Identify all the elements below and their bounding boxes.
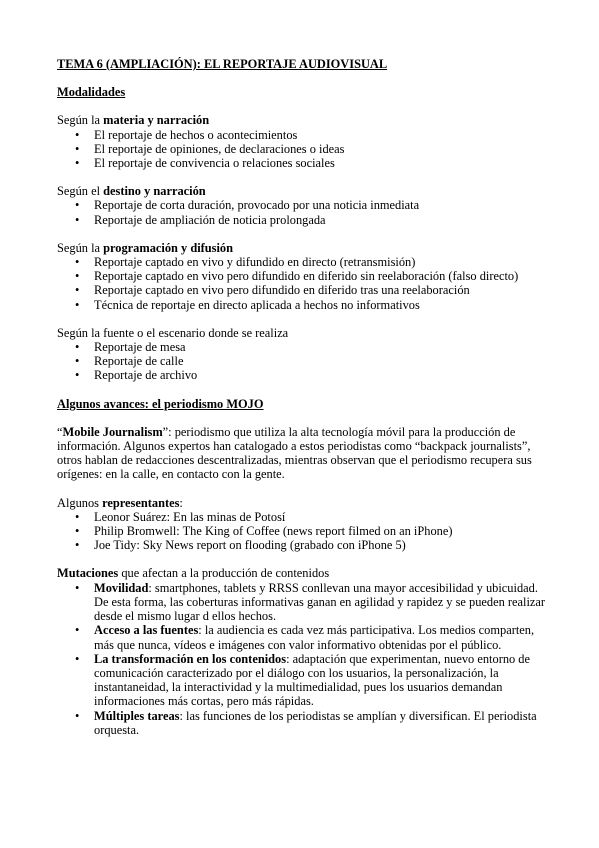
mutaciones-bold: Mutaciones <box>57 566 119 581</box>
bullet-list <box>57 198 547 226</box>
subsection-label-prefix: Según el <box>57 184 104 199</box>
representantes-label <box>57 496 547 510</box>
bullet-list <box>57 128 547 171</box>
list-item: • Philip Bromwell: The King of Coffee (news report filmed on an iPhone) <box>57 524 547 538</box>
list-item: • Reportaje de ampliación de noticia prolongada <box>57 213 547 227</box>
bullet-list <box>57 510 547 553</box>
subsection-label-prefix: Según la <box>57 240 104 255</box>
list-item <box>57 623 547 651</box>
representantes-bold: representantes <box>102 495 180 510</box>
list-item-text: : smartphones, tablets y RRSS conllevan una mayor accesibilidad y ubicuidad. De esta forma, las coberturas informativas ganan en agilidad y rapidez y se pueden realizar desde el mismo lugar d ellos hechos. <box>94 580 546 624</box>
mutaciones-label <box>57 566 547 580</box>
subsection-label <box>57 184 547 198</box>
subsection-label-bold: materia y narración <box>103 113 210 128</box>
list-item <box>57 652 547 709</box>
mojo-definition: ”: periodismo que utiliza la alta tecnología móvil para la producción de información. Algunos expertos han catalogado a estos periodistas como “backpack journalists”, otros hablan de redacciones descentralizadas, mientras observan que el periodismo recupera sus orígenes: en la calle, en contacto con la gente. <box>57 424 532 482</box>
list-item-term: Movilidad <box>94 580 149 595</box>
bullet-list <box>57 255 547 312</box>
list-item: • El reportaje de opiniones, de declaraciones o ideas <box>57 142 547 156</box>
subsection-label-prefix: Según la fuente o el escenario donde se realiza <box>57 325 289 340</box>
list-item-term: La transformación en los contenidos <box>94 651 287 666</box>
list-item: • Reportaje de corta duración, provocado por una noticia inmediata <box>57 198 547 212</box>
bullet-list <box>57 340 547 383</box>
open-quote: “ <box>57 424 63 439</box>
subsection-label-prefix: Según la <box>57 113 104 128</box>
list-item-term: Acceso a las fuentes <box>94 623 199 638</box>
list-item: • Reportaje de archivo <box>57 368 547 382</box>
list-item <box>57 709 547 737</box>
subsection-label <box>57 326 547 340</box>
subsection-label-bold: destino y narración <box>103 184 206 199</box>
list-item: • Reportaje captado en vivo y difundido en directo (retransmisión) <box>57 255 547 269</box>
list-item-text: : las funciones de los periodistas se amplían y diversifican. El periodista orquesta. <box>94 708 537 737</box>
subsection-label <box>57 241 547 255</box>
mojo-term: Mobile Journalism <box>62 424 163 439</box>
list-item: • Joe Tidy: Sky News report on flooding (grabado con iPhone 5) <box>57 538 547 552</box>
list-item: • Reportaje de calle <box>57 354 547 368</box>
list-item: • Reportaje captado en vivo pero difundido en diferido sin reelaboración (falso directo) <box>57 269 547 283</box>
mutaciones-rest: que afectan a la producción de contenidos <box>118 566 330 581</box>
bullet-list <box>57 581 547 737</box>
representantes-prefix: Algunos <box>57 495 103 510</box>
subsection-label <box>57 113 547 127</box>
section-heading-mojo: Algunos avances: el periodismo MOJO <box>57 396 264 411</box>
list-item: • Reportaje de mesa <box>57 340 547 354</box>
document-title: TEMA 6 (AMPLIACIÓN): EL REPORTAJE AUDIOVISUAL <box>57 57 388 71</box>
mojo-intro-paragraph <box>57 425 547 482</box>
document-body <box>57 57 547 751</box>
list-item: • Técnica de reportaje en directo aplicada a hechos no informativos <box>57 298 547 312</box>
subsection-label-bold: programación y difusión <box>103 240 234 255</box>
list-item: • El reportaje de convivencia o relaciones sociales <box>57 156 547 170</box>
list-item <box>57 581 547 624</box>
list-item: • Reportaje captado en vivo pero difundido en diferido tras una reelaboración <box>57 283 547 297</box>
representantes-suffix: : <box>179 495 183 510</box>
section-heading-modalidades: Modalidades <box>57 85 126 100</box>
list-item-term: Múltiples tareas <box>94 708 180 723</box>
list-item-text: : adaptación que experimentan, nuevo entorno de comunicación caracterizado por el diálogo con los usuarios, la personalización, la instantaneidad, la interactividad y la multimedialidad, pues los usuarios demandan informaciones más cortas, pero más rápidas. <box>94 651 530 709</box>
list-item: • El reportaje de hechos o acontecimientos <box>57 128 547 142</box>
list-item: • Leonor Suárez: En las minas de Potosí <box>57 510 547 524</box>
list-item-text: : la audiencia es cada vez más participativa. Los medios comparten, más que nunca, vídeos e imágenes con valor informativo obtenidas por el público. <box>94 623 535 652</box>
